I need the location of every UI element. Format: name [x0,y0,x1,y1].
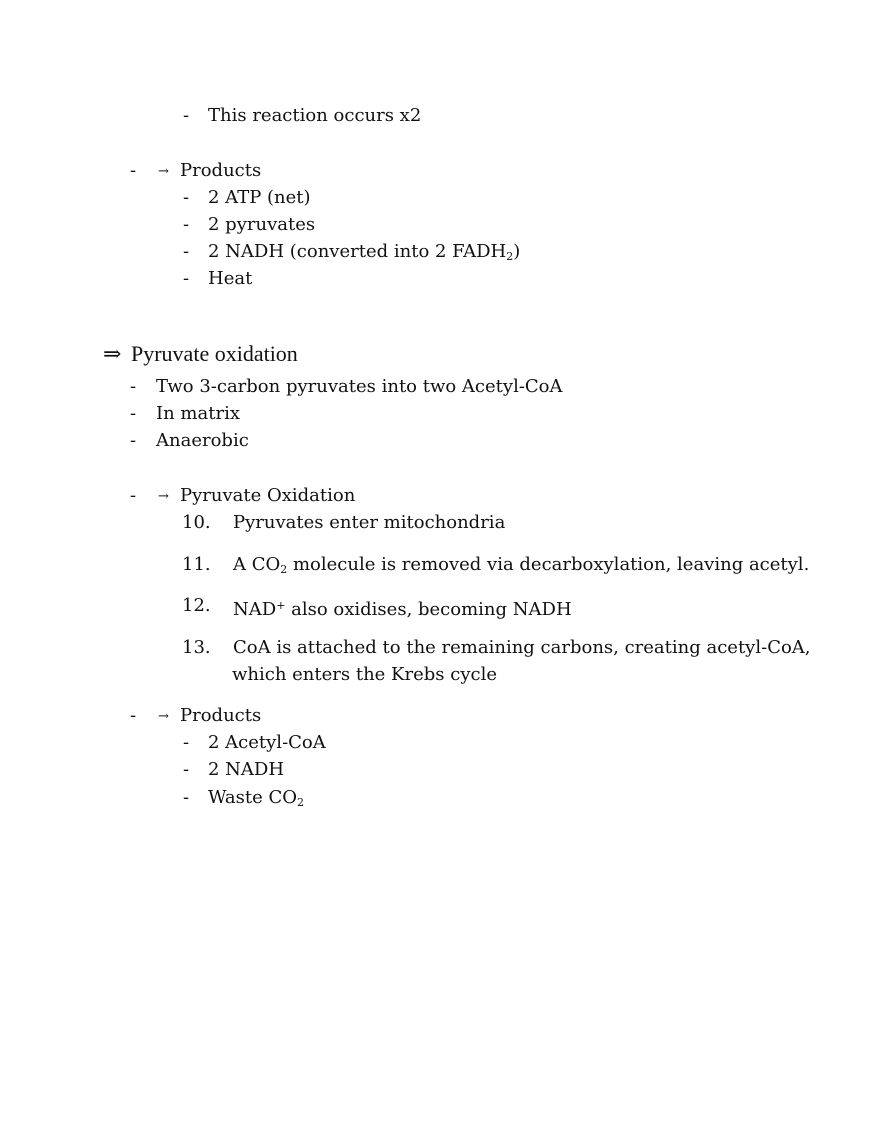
product-acetyl: 2 Acetyl-CoA [208,732,326,753]
step-text: CoA is attached to the remaining carbons, creating acetyl-CoA, [233,637,811,658]
step-text: Pyruvates enter mitochondria [233,512,506,533]
bullet-dash: - [183,787,190,808]
bullet-dash: - [130,376,137,397]
section-arrow-icon: ⇒ [103,341,122,366]
product-nadh-text: 2 NADH (converted into 2 FADH [208,241,507,262]
step-number: 11. [182,554,211,575]
step-text-continued: which enters the Krebs cycle [232,664,497,685]
bullet-dash: - [130,403,137,424]
bullet-dash: - [183,241,190,262]
step-number: 13. [182,637,211,658]
occurs-line: This reaction occurs x2 [208,105,422,126]
product-atp: 2 ATP (net) [208,187,311,208]
process-label: Pyruvate Oxidation [180,485,356,506]
bullet-dash: - [183,105,190,126]
step-number: 12. [182,595,211,616]
step-number: 10. [182,512,211,533]
bullet-dash: - [130,485,137,506]
bullet-dash: - [130,160,137,181]
bullet-dash: - [183,732,190,753]
product-nadh-close: ) [513,241,521,262]
step-text-part: molecule is removed via decarboxylation, leaving acetyl. [287,554,810,575]
bullet-item: Two 3-carbon pyruvates into two Acetyl-CoA [156,376,563,397]
step-text [233,595,572,621]
step-text-part: A CO [233,554,281,575]
bullet-dash: - [183,214,190,235]
bullet-dash: - [183,268,190,289]
product-nadh: 2 NADH [208,759,285,780]
product-nadh [208,241,520,268]
subscript: 2 [506,250,514,263]
step-text [233,554,809,581]
products-label: Products [180,160,262,181]
bullet-dash: - [183,759,190,780]
subscript: 2 [280,563,288,576]
bullet-item: Anaerobic [156,430,249,451]
product-waste [208,787,304,814]
step-text-part: also oxidises, becoming NADH [285,599,572,620]
subscript: 2 [297,796,305,809]
bullet-dash: - [130,705,137,726]
product-waste-text: Waste CO [208,787,298,808]
right-arrow-icon: → [158,164,169,179]
step-text-part: NAD [233,599,277,620]
bullet-dash: - [183,187,190,208]
product-heat: Heat [208,268,253,289]
right-arrow-icon: → [158,489,169,504]
superscript: + [276,599,286,612]
bullet-item: In matrix [156,403,240,424]
right-arrow-icon: → [158,709,169,724]
bullet-dash: - [130,430,137,451]
section-heading: Pyruvate oxidation [131,341,298,366]
products-label: Products [180,705,262,726]
product-pyruvates: 2 pyruvates [208,214,316,235]
